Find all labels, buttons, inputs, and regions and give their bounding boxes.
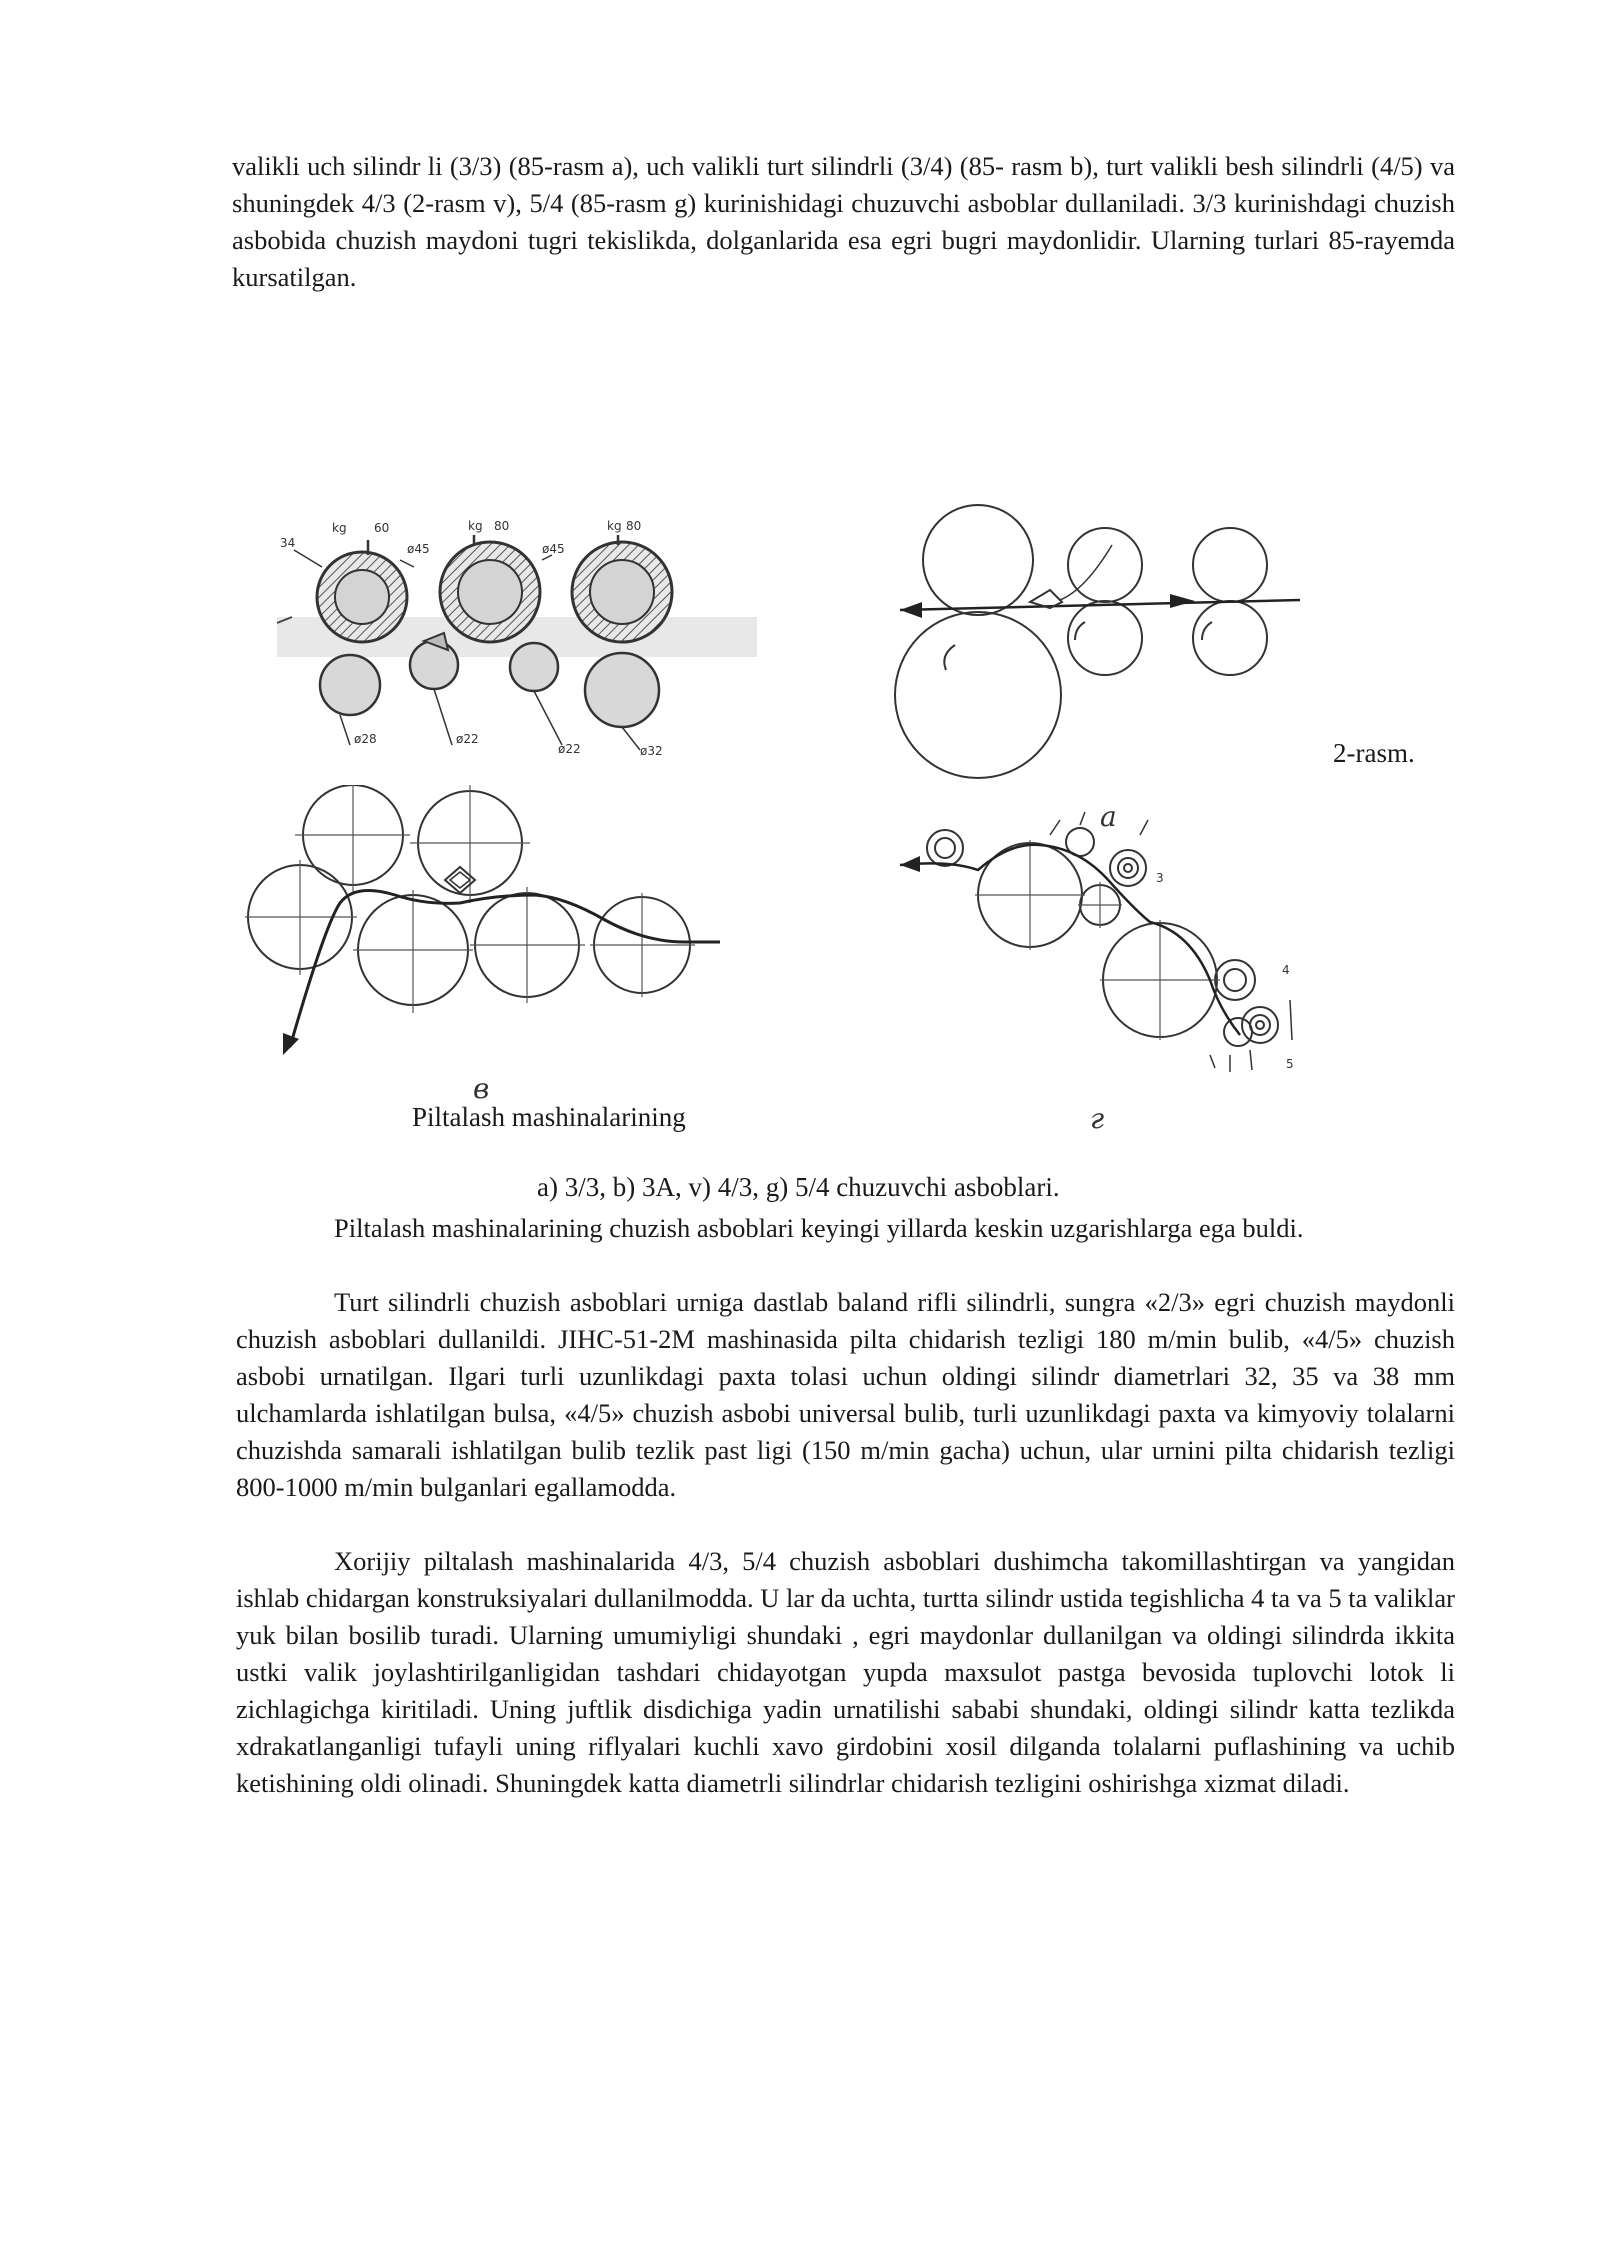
label-34: 34 (280, 536, 296, 550)
figure-caption-line2: a) 3/3, b) 3A, v) 4/3, g) 5/4 chuzuvchi asboblari. (537, 1172, 1060, 1202)
figure-caption-line1: Piltalash mashinalarining (412, 1102, 686, 1132)
label-d32: ø32 (640, 744, 663, 758)
panel-g-num-3: 3 (1156, 871, 1164, 885)
label-80-1: 80 (494, 519, 510, 533)
label-d22-2: ø22 (558, 742, 581, 756)
panel-g-letter-a: а (1100, 800, 1117, 833)
body-paragraph-1: Piltalash mashinalarining chuzish asboblari keyingi yillarda keskin uzgarishlarga ega buldi. (334, 1213, 1304, 1243)
figure-panel-g (890, 800, 1310, 1080)
figure-panel-b (880, 490, 1320, 790)
label-d22-1: ø22 (456, 732, 479, 746)
panel-g-num-5: 5 (1286, 1057, 1294, 1071)
label-60: 60 (374, 521, 390, 535)
figure-panel-v (245, 785, 725, 1070)
label-d28: ø28 (354, 732, 377, 746)
body-paragraph-3: Xorijiy piltalash mashinalarida 4/3, 5/4 chuzish asboblari dushimcha takomillashtirgan va yangidan ishlab chidargan konstruksiyalari dullanilmodda. U lar da uchta, turtta silindr ustida tegishlicha 4 ta va 5 ta valiklar yuk bilan bosilib turadi. Ularning umumiyligi shundaki , egri maydonlar dullanilgan va oldingi silindrda ikkita ustki valik joylashtirilganligidan tashdari chidayotgan yupda maxsulot pastga bevosida tuplovchi lotok li zichlagichga kiritiladi. Uning juftlik disdichiga yadin urnatilishi sababi shundaki, oldingi silindr katta tezlikda xdrakatlanganligi tufayli uning riflyalari kuchli xavo girdobini xosil dilganda tolalarni puflashining va uchib ketishining oldi olinadi. Shuningdek katta diametrli silindrlar chidarish tezligini oshirishga xizmat diladi. (236, 1546, 1455, 1798)
panel-g-letter: г (1090, 1102, 1105, 1135)
figure-panel-a (272, 505, 772, 770)
label-d45-1: ø45 (407, 542, 430, 556)
panel-v-letter: в (473, 1072, 490, 1105)
intro-paragraph: valikli uch silindr li (3/3) (85-rasm a), uch valikli turt silindrli (3/4) (85- rasm b), turt valikli besh silindrli (4/5) va shuningdek 4/3 (2-rasm v), 5/4 (85-rasm g) kurinishidagi chuzuvchi asboblar dullaniladi. 3/3 kurinishdagi chuzish asbobida chuzish maydoni tugri tekislikda, dolganlarida esa egri bugri maydonlidir. Ularning turlari 85-rayemda kursatilgan. (232, 151, 1455, 292)
body-paragraph-2: Turt silindrli chuzish asboblari urniga dastlab baland rifli silindrli, sungra «2/3» egri chuzish maydonli chuzish asboblari dullanildi. JIHC-51-2M mashinasida pilta chidarish tezligi 180 m/min bulib, «4/5» chuzish asbobi urnatilgan. Ilgari turli uzunlikdagi paxta tolasi uchun oldingi silindr diametrlari 32, 35 va 38 mm ulchamlarda ishlatilgan bulsa, «4/5» chuzish asbobi universal bulib, turli uzunlikdagi paxta va kimyoviy tolalarni chuzishda samarali ishlatilgan bulib tezlik past ligi (150 m/min gacha) uchun, ular urnini pilta chidarish tezligi 800-1000 m/min bulganlari egallamodda. (236, 1287, 1455, 1502)
label-kg-1: kg (332, 521, 347, 535)
label-d45-2: ø45 (542, 542, 565, 556)
label-80-2: 80 (626, 519, 642, 533)
label-kg-3: kg (607, 519, 622, 533)
label-kg-2: kg (468, 519, 483, 533)
figure-number-label: 2-rasm. (1333, 738, 1415, 768)
panel-g-num-4: 4 (1282, 963, 1290, 977)
